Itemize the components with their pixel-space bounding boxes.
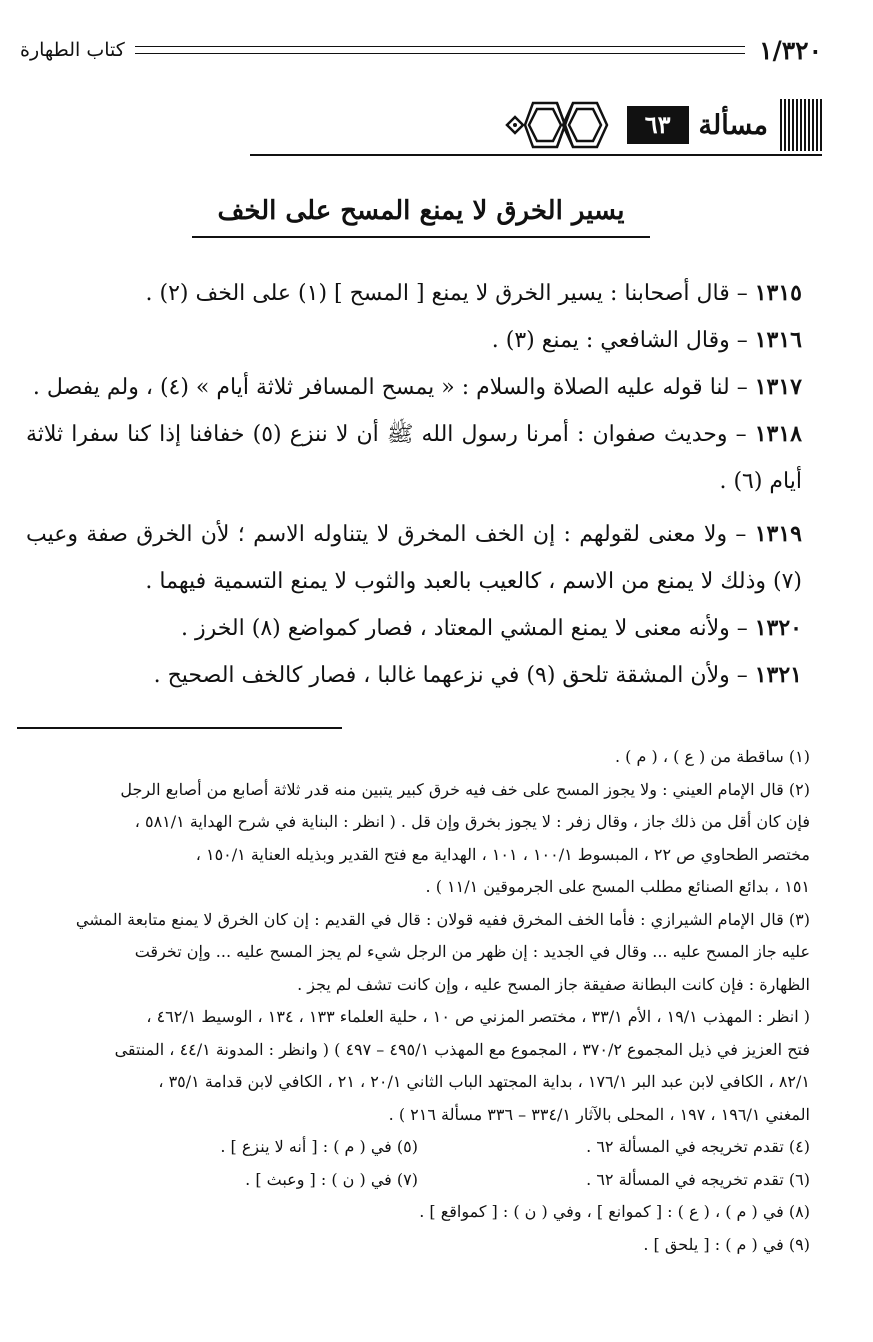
paragraph-number: ١٣١٩ [754, 521, 802, 547]
footnote-separator [17, 727, 342, 729]
header-rule [135, 46, 745, 54]
paragraph-1319 [26, 511, 802, 605]
issue-number-badge: ٦٣ [627, 106, 689, 144]
issue-title-text: يسير الخرق لا يمنع المسح على الخف [192, 196, 651, 238]
footnotes [20, 741, 822, 1261]
footnote-9: (٩) في ( م ) : [ يلحق ] . [643, 1234, 810, 1254]
footnote-6: (٦) تقدم تخريجه في المسألة ٦٢ . [586, 1169, 810, 1189]
footnote-pair [20, 1131, 810, 1164]
footnote-4: (٤) تقدم تخريجه في المسألة ٦٢ . [586, 1137, 810, 1156]
issue-title [20, 196, 822, 238]
paragraph-1315 [26, 270, 802, 317]
paragraph-text: – وقال الشافعي : يمنع (٣) . [491, 328, 755, 353]
paragraph-number: ١٣١٧ [754, 374, 802, 400]
geometric-ornament-icon [503, 97, 613, 153]
footnote-line: (٢) قال الإمام العيني : ولا يجوز المسح على خف فيه خرق كبير يتبين منه قدر ثلاثة أصابع من أصابع الرجل [120, 779, 810, 799]
paragraph-number: ١٣١٨ [754, 421, 802, 447]
footnote-line: الظهارة : فإن كانت البطانة صفيقة جاز المسح عليه ، وإن كانت تشف لم يجز . [297, 974, 810, 994]
paragraph-text: – ولأن المشقة تلحق (٩) في نزعهما غالبا ، فصار كالخف الصحيح . [153, 663, 755, 688]
footnote-line: ( انظر : المهذب ١٩/١ ، الأم ٣٣/١ ، مختصر المزني ص ١٠ ، حلية العلماء ١٣٣ ، ١٣٤ ، الوسيط ٤٦٢/١ ، [146, 1007, 810, 1026]
running-header [20, 30, 822, 70]
footnote-line: فإن كان أقل من ذلك جاز ، وقال زفر : لا يجوز بخرق وإن قل . ( انظر : البناية في شرح الهداية ٥٨١/١ ، [134, 812, 810, 831]
page-reference: ١/٣٢٠ [759, 35, 822, 65]
paragraph-text: – وحديث صفوان : أمرنا رسول الله ﷺ أن لا ننزع (٥) خفافنا إذا كنا سفرا ثلاثة أيام (٦) . [26, 422, 802, 494]
paragraph-1318 [26, 411, 802, 505]
paragraph-1321 [26, 652, 802, 699]
paragraph-number: ١٣٢١ [754, 662, 802, 688]
paragraph-text: – قال أصحابنا : يسير الخرق لا يمنع [ المسح ] (١) على الخف (٢) . [145, 281, 755, 306]
main-text [20, 270, 822, 699]
footnote-line: فتح العزيز في ذيل المجموع ٣٧٠/٢ ، المجموع مع المهذب ٤٩٥/١ – ٤٩٧ ) ( وانظر : المدونة ٤٤/١ ، المنتقى [114, 1039, 810, 1059]
footnote-line: عليه جاز المسح عليه ... وقال في الجديد : إن ظهر من الرجل شيء لم يجز المسح عليه ... وإن تخرقت [134, 942, 810, 961]
paragraph-number: ١٣١٦ [754, 327, 802, 353]
footnote-line: (٣) قال الإمام الشيرازي : فأما الخف المخرق ففيه قولان : قال في القديم : إن كان الخرق لا يمنع متابعة المشي [75, 909, 810, 929]
book-title: كتاب الطهارة [20, 39, 125, 61]
footnote-5: (٥) في ( م ) : [ أنه لا ينزع ] . [220, 1137, 418, 1156]
footnote-line: ٨٢/١ ، الكافي لابن عبد البر ١٧٦/١ ، بداية المجتهد الباب الثاني ٢٠/١ ، ٢١ ، الكافي لابن قدامة ٣٥/١ ، [158, 1072, 810, 1091]
paragraph-1316 [26, 317, 802, 364]
paragraph-number: ١٣١٥ [754, 280, 802, 306]
footnote-line: المغني ١٩٦/١ ، ١٩٧ ، المحلى بالآثار ٣٣٤/١ – ٣٣٦ مسألة ٢١٦ ) . [388, 1104, 810, 1124]
paragraph-text: – لنا قوله عليه الصلاة والسلام : « يمسح المسافر ثلاثة أيام » (٤) ، ولم يفصل . [32, 375, 755, 400]
book-page [20, 30, 822, 1261]
footnote-7: (٧) في ( ن ) : [ وعبث ] . [245, 1169, 418, 1189]
issue-banner [20, 94, 822, 156]
issue-label: مسألة [698, 109, 768, 141]
paragraph-text: – ولا معنى لقولهم : إن الخف المخرق لا يتناوله الاسم ؛ لأن الخرق صفة وعيب (٧) وذلك لا يمنع من الاسم ، كالعيب بالعبد والثوب لا يمنع التسمية فيهما . [26, 522, 802, 594]
striped-bar-ornament [780, 99, 822, 151]
footnote-line: ١٥١ ، بدائع الصنائع مطلب المسح على الجرموقين ١١/١ ) . [425, 877, 810, 896]
banner-rule [250, 154, 822, 156]
paragraph-1317 [26, 364, 802, 411]
footnote-8: (٨) في ( م ) ، ( ع ) : [ كموانع ] ، وفي ( ن ) : [ كمواقع ] . [419, 1202, 810, 1221]
paragraph-number: ١٣٢٠ [754, 615, 802, 641]
paragraph-1320 [26, 605, 802, 652]
footnote-line: (١) ساقطة من ( ع ) ، ( م ) . [615, 747, 810, 766]
footnote-line: مختصر الطحاوي ص ٢٢ ، المبسوط ١٠٠/١ ، ١٠١ ، الهداية مع فتح القدير وبذيله العناية ١٥٠/١ ، [195, 844, 810, 864]
footnote-pair [20, 1164, 810, 1197]
paragraph-text: – ولأنه معنى لا يمنع المشي المعتاد ، فصار كمواضع (٨) الخرز . [180, 616, 755, 641]
